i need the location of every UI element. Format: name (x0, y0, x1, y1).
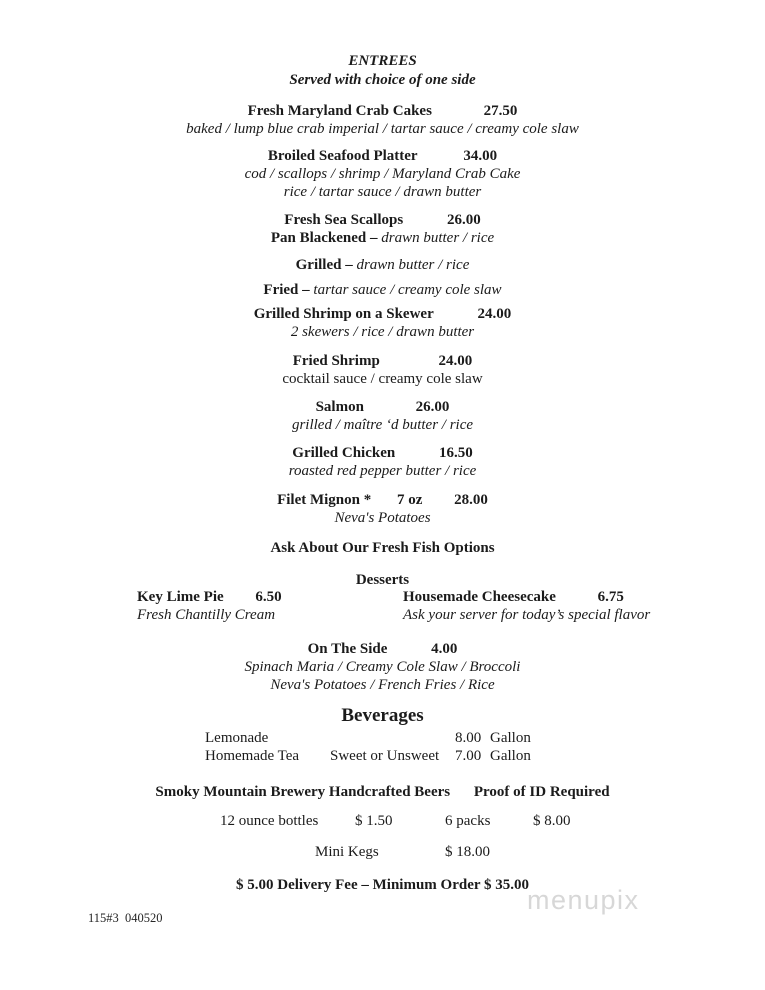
item-desc: baked / lump blue crab imperial / tartar sauce / creamy cole slaw (186, 121, 579, 137)
beverage-option: Sweet or Unsweet (330, 748, 440, 764)
fresh-fish-note: Ask About Our Fresh Fish Options (270, 540, 495, 556)
section-heading-beverages: Beverages (341, 705, 424, 726)
item-style-pan-blackened (0, 229, 765, 247)
item-price: 6.75 (597, 589, 624, 605)
menu-item-sea-scallops (0, 211, 765, 247)
beer-row-bottles (0, 812, 765, 830)
section-sides (0, 640, 765, 694)
footer-code: 115#3 040520 (88, 911, 163, 925)
delivery-fee-note: $ 5.00 Delivery Fee – Minimum Order $ 35.00 (236, 877, 529, 893)
item-name: Housemade Cheesecake (403, 589, 556, 605)
item-price: 6.50 (255, 589, 282, 605)
beverage-row-tea (0, 747, 765, 765)
beverage-price: 7.00 (455, 748, 482, 764)
menu-item-filet-mignon (0, 491, 765, 527)
item-name-price-line (0, 444, 765, 462)
item-name-price-line (0, 305, 765, 323)
item-desc: Fresh Chantilly Cream (137, 607, 276, 623)
menu-item-fried-shrimp (0, 352, 765, 388)
item-name-price-line (403, 588, 650, 606)
item-name-price-line (0, 640, 765, 658)
dessert-item-cheesecake (403, 588, 650, 624)
item-desc: Neva's Potatoes (334, 510, 431, 526)
item-price: 26.00 (446, 212, 481, 228)
beer-item: 12 ounce bottles (220, 813, 319, 829)
style-label: Pan Blackened – (270, 230, 378, 246)
item-style-grilled (0, 256, 765, 274)
item-name-price-line (0, 211, 765, 229)
menupix-watermark: menupix (527, 885, 640, 915)
dessert-item-key-lime-pie (137, 588, 282, 624)
item-name-price-line (0, 398, 765, 416)
menu-item-shrimp-skewer (0, 305, 765, 341)
menu-item-salmon (0, 398, 765, 434)
beverage-unit: Gallon (490, 748, 531, 764)
item-desc: cocktail sauce / creamy cole slaw (282, 371, 483, 387)
item-name-price-line (137, 588, 282, 606)
style-desc: drawn butter / rice (356, 257, 470, 273)
beer-row-kegs (0, 843, 765, 861)
item-name-price-line (0, 102, 765, 120)
item-name: On The Side (307, 641, 388, 657)
menu-item-grilled-chicken (0, 444, 765, 480)
item-name: Salmon (315, 399, 364, 415)
item-desc: grilled / maître ‘d butter / rice (291, 417, 474, 433)
beverage-unit: Gallon (490, 730, 531, 746)
item-price: 26.00 (415, 399, 450, 415)
beverage-price: 8.00 (455, 730, 482, 746)
item-name-price-line (0, 491, 765, 509)
beer-price: $ 18.00 (445, 844, 490, 860)
item-name: Grilled Shrimp on a Skewer (253, 306, 434, 322)
item-desc: rice / tartar sauce / drawn butter (283, 184, 482, 200)
item-name-price-line (0, 147, 765, 165)
beer-section-heading: Smoky Mountain Brewery Handcrafted Beers (155, 784, 451, 800)
section-heading-desserts: Desserts (355, 572, 410, 588)
beer-price: $ 1.50 (355, 813, 393, 829)
item-desc: Spinach Maria / Creamy Cole Slaw / Broccoli (244, 659, 521, 675)
menu-header-subtitle: Served with choice of one side (289, 72, 476, 88)
item-name: Grilled Chicken (292, 445, 396, 461)
style-label: Grilled – (295, 257, 353, 273)
menu-item-seafood-platter (0, 147, 765, 201)
desserts-row (0, 588, 765, 624)
item-desc: Neva's Potatoes / French Fries / Rice (270, 677, 495, 693)
style-desc: tartar sauce / creamy cole slaw (313, 282, 502, 298)
beer-item: Mini Kegs (315, 844, 379, 860)
item-desc: cod / scallops / shrimp / Maryland Crab Cake (244, 166, 521, 182)
item-desc: roasted red pepper butter / rice (288, 463, 477, 479)
item-price: 27.50 (483, 103, 518, 119)
style-label: Fried – (263, 282, 310, 298)
item-desc: Ask your server for today’s special flavor (403, 607, 651, 623)
item-price: 34.00 (463, 148, 498, 164)
beer-section-heading-line (0, 783, 765, 801)
beer-item: 6 packs (445, 813, 491, 829)
item-name: Fresh Maryland Crab Cakes (247, 103, 432, 119)
item-price: 24.00 (438, 353, 473, 369)
item-price: 16.50 (438, 445, 473, 461)
beverage-row-lemonade (0, 729, 765, 747)
item-name: Filet Mignon * (277, 492, 372, 508)
item-name-price-line (0, 352, 765, 370)
item-name: Fried Shrimp (292, 353, 380, 369)
item-name: Key Lime Pie (137, 589, 224, 605)
item-name: Broiled Seafood Platter (267, 148, 418, 164)
item-name: Fresh Sea Scallops (284, 212, 404, 228)
item-desc: 2 skewers / rice / drawn butter (290, 324, 475, 340)
beverage-name: Lemonade (205, 730, 269, 746)
item-size: 7 oz (397, 492, 423, 508)
item-price: 28.00 (454, 492, 488, 508)
menu-item-crab-cakes (0, 102, 765, 138)
beverage-name: Homemade Tea (205, 748, 300, 764)
id-required-note: Proof of ID Required (473, 784, 610, 800)
item-price: 24.00 (477, 306, 512, 322)
beer-price: $ 8.00 (533, 813, 571, 829)
item-price: 4.00 (431, 641, 458, 657)
item-style-fried (0, 281, 765, 299)
menu-header-title: ENTREES (348, 53, 417, 69)
style-desc: drawn butter / rice (381, 230, 495, 246)
